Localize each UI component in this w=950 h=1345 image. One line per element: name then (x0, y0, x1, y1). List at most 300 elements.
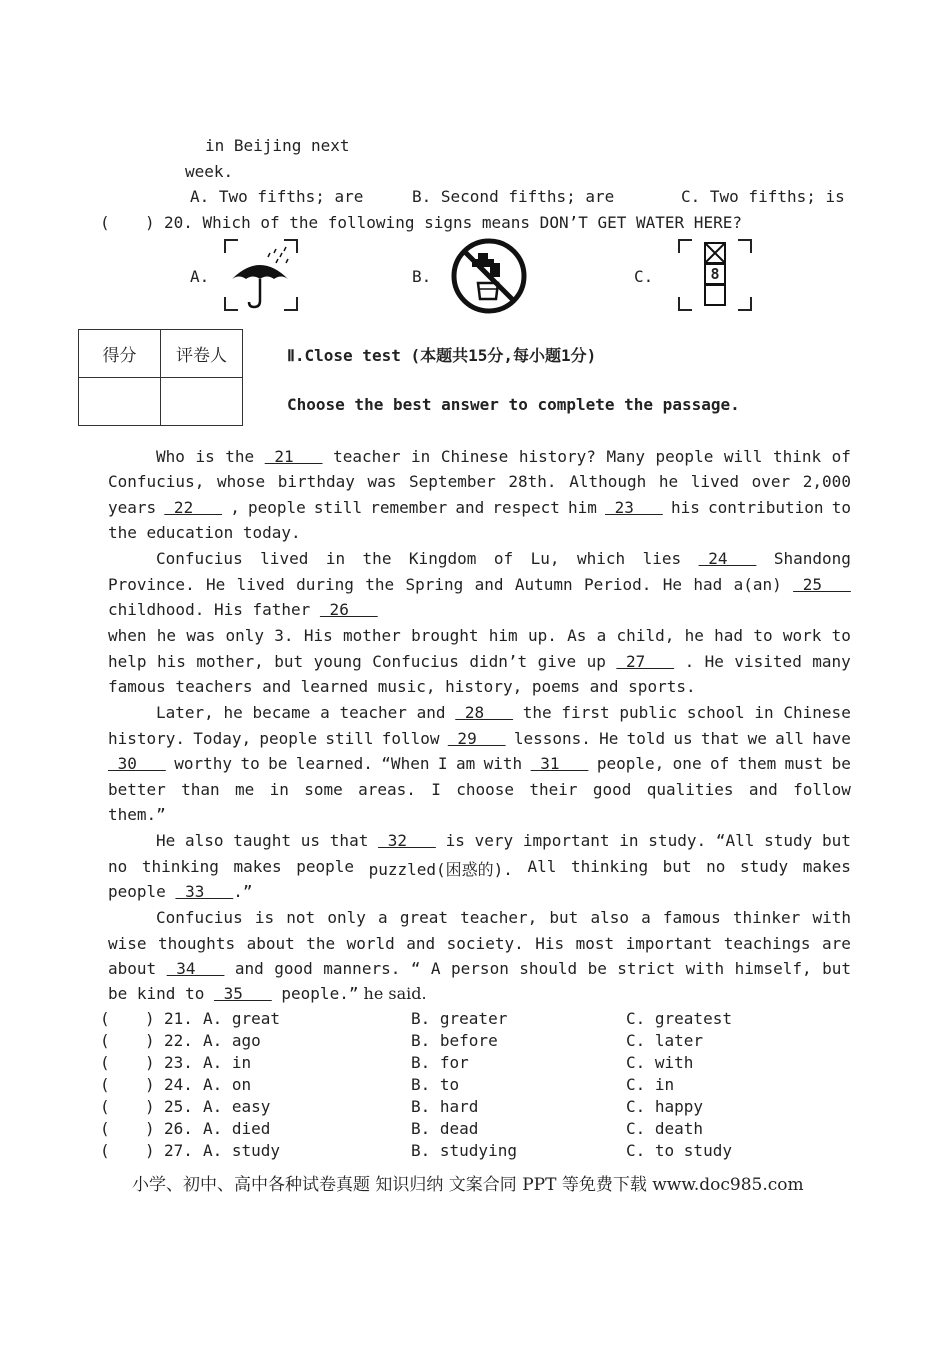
passage-word: Autumn (514, 575, 573, 594)
option-c: C. greatest (626, 1009, 732, 1028)
passage-word: are (821, 934, 851, 953)
option-num: 26. (164, 1119, 193, 1138)
blank-33: 33 (175, 882, 234, 901)
passage-word: with (483, 754, 523, 773)
passage-word: the (225, 447, 255, 466)
passage-word: areas. (358, 780, 416, 799)
passage-text: people (108, 882, 176, 901)
passage-word: thinker (732, 908, 801, 927)
option-c: C. death (626, 1119, 704, 1138)
passage-word: a (641, 908, 651, 927)
passage-word: “All (715, 831, 755, 850)
passage-word: His (535, 934, 565, 953)
passage-word: which (576, 549, 626, 568)
passage-word: told (626, 729, 666, 748)
passage-word: manners. (323, 959, 401, 978)
option-close: ) (145, 1075, 155, 1094)
passage-word: follow (793, 780, 851, 799)
option-close: ) (145, 1031, 155, 1050)
passage-word: teacher, (460, 908, 538, 927)
passage-word: thinking (141, 857, 219, 876)
passage-line (108, 600, 851, 619)
passage-line (108, 882, 851, 901)
option-b: B. greater (411, 1009, 508, 1028)
passage-word: He (599, 729, 619, 748)
passage-word: is (254, 908, 275, 927)
blank-30: 30 (108, 754, 166, 773)
passage-word: some (304, 780, 343, 799)
q19-option-c: C. Two fifths; is (681, 187, 845, 206)
passage-word: famous (662, 908, 721, 927)
passage-word: about (246, 934, 295, 953)
q20-label-c: C. (634, 267, 654, 286)
passage-text: be kind to (108, 984, 214, 1003)
passage-word: a (320, 703, 330, 722)
passage-word: qualities (646, 780, 734, 799)
passage-word: all (775, 729, 805, 748)
option-num: 25. (164, 1097, 193, 1116)
passage-word: 3. (274, 626, 294, 645)
passage-word: them (737, 754, 777, 773)
passage-word: a (378, 908, 388, 927)
passage-word: we (747, 729, 767, 748)
stacking-limit-number: 8 (710, 265, 720, 283)
passage-text: famous teachers and learned music, history, poems and sports. (108, 677, 696, 696)
passage-word: was (186, 626, 216, 645)
passage-text: he said. (358, 984, 427, 1003)
q19-line1: in Beijing next (205, 136, 350, 155)
passage-word: history. (108, 729, 186, 748)
passage-word: the (306, 934, 336, 953)
option-paren: ( (100, 1119, 110, 1138)
passage-word: the (362, 549, 392, 568)
passage-word: to (753, 626, 773, 645)
passage-word: will (723, 447, 763, 466)
passage-word: him (567, 498, 597, 517)
passage-word: mother, (196, 652, 264, 671)
passage-word: Confucius (372, 652, 459, 671)
passage-word: most (575, 934, 615, 953)
passage-word: taught (233, 831, 292, 850)
passage-word: in (754, 703, 774, 722)
passage-word: mother (343, 626, 401, 645)
passage-word: I (431, 780, 441, 799)
passage-word: good (274, 959, 313, 978)
passage-text: people.” (271, 984, 359, 1003)
option-c: C. with (626, 1053, 694, 1072)
passage-word: of (710, 754, 730, 773)
passage-word: makes (233, 857, 282, 876)
passage-word: important (522, 831, 610, 850)
passage-word: society. (446, 934, 524, 953)
passage-word: in (325, 549, 346, 568)
passage-line (108, 959, 851, 978)
option-num: 22. (164, 1031, 193, 1050)
option-a: A. easy (203, 1097, 271, 1116)
passage-line (108, 805, 851, 824)
passage-word: in (269, 780, 289, 799)
option-num: 21. (164, 1009, 193, 1028)
option-paren: ( (100, 1141, 110, 1160)
passage-word: thoughts (158, 934, 236, 953)
passage-word: should (519, 959, 578, 978)
passage-word: history? (518, 447, 596, 466)
passage-word: people, (596, 754, 665, 773)
passage-word: give (537, 652, 577, 671)
passage-word: only (327, 908, 366, 927)
passage-word: Later, (156, 703, 214, 722)
passage-word: think (772, 447, 822, 466)
passage-word: over (751, 472, 791, 491)
passage-word: and (455, 498, 485, 517)
passage-word: puzzled(困惑的). (368, 860, 513, 879)
passage-word: Province. (108, 575, 195, 594)
passage-word: visited (734, 652, 802, 671)
passage-word: Confucius, (108, 472, 205, 491)
passage-word: than (181, 780, 220, 799)
sign-a (224, 239, 298, 311)
blank-22: 22 (164, 498, 223, 517)
passage-word: learned. (295, 754, 373, 773)
passage-word: September (409, 472, 496, 491)
option-a: A. study (203, 1141, 281, 1160)
passage-word: but (662, 857, 692, 876)
passage-word: worthy (174, 754, 233, 773)
passage-text: the education today. (108, 523, 301, 542)
passage-word: me (235, 780, 255, 799)
passage-line (108, 729, 851, 748)
passage-word: up. (527, 626, 557, 645)
passage-word: his (670, 498, 700, 517)
passage-word: was (367, 472, 397, 491)
blank-23: 23 (605, 498, 663, 517)
passage-word: world (346, 934, 395, 953)
passage-word: Spring (405, 575, 464, 594)
grader-header: 评卷人 (161, 330, 243, 378)
passage-word: lessons. (513, 729, 591, 748)
passage-line (108, 984, 851, 1003)
passage-line (108, 857, 851, 880)
passage-word: He (206, 575, 226, 594)
passage-word: “When (381, 754, 430, 773)
passage-word: help (108, 652, 147, 671)
passage-word: him (488, 626, 518, 645)
sign-c (678, 239, 752, 311)
passage-line (108, 575, 851, 594)
blank-35: 35 (213, 984, 272, 1003)
passage-word: school (686, 703, 745, 722)
passage-word: better (108, 780, 166, 799)
passage-word: he (684, 626, 704, 645)
passage-word: contribution (707, 498, 824, 517)
blank-21: 21 (264, 447, 323, 466)
passage-word: and (406, 934, 436, 953)
option-close: ) (145, 1097, 155, 1116)
passage-word: 28th. (508, 472, 557, 491)
no-tap-water-icon (450, 237, 528, 315)
passage-word: a (596, 626, 607, 645)
passage-word: people (259, 729, 318, 748)
passage-word: very (474, 831, 514, 850)
passage-word: Chinese (783, 703, 851, 722)
passage-word: young (313, 652, 362, 671)
passage-word: brought (411, 626, 479, 645)
option-paren: ( (100, 1031, 110, 1050)
passage-text: childhood. His father (108, 600, 320, 619)
passage-word: he (658, 472, 679, 491)
passage-word: us (300, 831, 321, 850)
option-c: C. in (626, 1075, 675, 1094)
passage-word: to (240, 754, 260, 773)
passage-word: people (296, 857, 355, 876)
passage-word: only (225, 626, 265, 645)
passage-word: in (619, 831, 639, 850)
passage-word: he (156, 626, 177, 645)
passage-word: study. (648, 831, 707, 850)
passage-line (156, 908, 851, 927)
q20-paren-close: ) (145, 213, 155, 232)
passage-word: I (437, 754, 448, 773)
option-paren: ( (100, 1075, 110, 1094)
score-header: 得分 (79, 330, 161, 378)
passage-word: with (812, 908, 851, 927)
passage-word: Although (569, 472, 647, 491)
passage-word: and (416, 703, 446, 722)
passage-word: but (822, 831, 851, 850)
option-num: 27. (164, 1141, 193, 1160)
passage-word: us (673, 729, 693, 748)
passage-word: no (108, 857, 128, 876)
passage-line (108, 472, 851, 491)
blank-24: 24 (698, 549, 757, 568)
q20-label-a: A. (190, 267, 210, 286)
passage-word: study (764, 831, 813, 850)
option-b: B. to (411, 1075, 460, 1094)
passage-word: is (195, 447, 215, 466)
passage-line (156, 831, 851, 850)
section-title: Ⅱ.Close test (本题共15分,每小题1分) (287, 346, 597, 365)
option-num: 23. (164, 1053, 193, 1072)
passage-line (108, 626, 851, 645)
blank-27: 27 (616, 652, 675, 671)
passage-word: lived (236, 575, 285, 594)
passage-word: not (286, 908, 316, 927)
passage-line (108, 498, 851, 517)
passage-word: and (748, 780, 778, 799)
passage-line (108, 934, 851, 953)
passage-line (108, 677, 851, 696)
passage-word: teacher (339, 703, 407, 722)
option-a: A. great (203, 1009, 281, 1028)
blank-31: 31 (530, 754, 589, 773)
passage-word: about (108, 959, 157, 978)
passage-word: and (234, 959, 264, 978)
passage-word: must (784, 754, 824, 773)
passage-line (108, 652, 851, 671)
passage-word: am (455, 754, 476, 773)
passage-word: that (329, 831, 369, 850)
passage-word: and (474, 575, 504, 594)
option-close: ) (145, 1119, 155, 1138)
passage-word: great (399, 908, 448, 927)
passage-word: lived (690, 472, 739, 491)
passage-word: also (590, 908, 629, 927)
passage-word: Confucius (156, 549, 243, 568)
passage-word: follow (381, 729, 440, 748)
passage-word: . (684, 652, 695, 671)
passage-word: the (522, 703, 552, 722)
passage-word: remember (370, 498, 448, 517)
score-cell (79, 378, 161, 426)
passage-word: didn’t (469, 652, 528, 671)
q20-label-b: B. (412, 267, 432, 286)
passage-word: he (223, 703, 243, 722)
option-a: A. ago (203, 1031, 261, 1050)
blank-25: 25 (793, 575, 851, 594)
blank-26: 26 (319, 600, 378, 619)
passage-word: in (411, 447, 431, 466)
blank-34: 34 (166, 959, 225, 978)
grader-cell (161, 378, 243, 426)
blank-32: 32 (378, 831, 436, 850)
passage-word: choose (456, 780, 515, 799)
passage-word: teachings (723, 934, 811, 953)
option-b: B. hard (411, 1097, 479, 1116)
q19-option-b: B. Second fifths; are (412, 187, 615, 206)
passage-word: His (303, 626, 333, 645)
passage-word: Who (156, 447, 185, 466)
passage-word: a(an) (733, 575, 782, 594)
passage-word: many (812, 652, 851, 671)
passage-word: thinking (571, 857, 649, 876)
passage-word: had (714, 626, 744, 645)
option-a: A. in (203, 1053, 252, 1072)
passage-word: whose (216, 472, 266, 491)
option-c: C. later (626, 1031, 704, 1050)
passage-word: “ (410, 959, 421, 978)
passage-word: that (700, 729, 740, 748)
passage-word: be (831, 754, 851, 773)
passage-word: good (592, 780, 632, 799)
passage-word: still (325, 729, 374, 748)
passage-word: lies (642, 549, 682, 568)
passage-word: 2,000 (802, 472, 851, 491)
passage-word: of (831, 447, 851, 466)
passage-word: the (365, 575, 395, 594)
passage-word: their (529, 780, 578, 799)
option-num: 24. (164, 1075, 193, 1094)
score-table (78, 329, 243, 426)
passage-line (156, 549, 851, 568)
passage-word: wise (108, 934, 147, 953)
option-close: ) (145, 1141, 155, 1160)
footer: 小学、初中、高中各种试卷真题 知识归纳 文案合同 PPT 等免费下载 www.doc985.com (132, 1175, 804, 1195)
passage-word: All (527, 857, 557, 876)
passage-word: to (831, 498, 851, 517)
option-b: B. studying (411, 1141, 517, 1160)
passage-word: makes (802, 857, 851, 876)
passage-word: Lu, (530, 549, 560, 568)
passage-word: He (704, 652, 724, 671)
passage-word: person (451, 959, 509, 978)
passage-word: study (739, 857, 789, 876)
passage-word: important (625, 934, 713, 953)
passage-word: Shandong (773, 549, 851, 568)
blank-28: 28 (455, 703, 514, 722)
passage-word: became (252, 703, 311, 722)
passage-word: be (268, 754, 288, 773)
passage-word: also (185, 831, 224, 850)
q20-paren-open: ( (100, 213, 110, 232)
option-paren: ( (100, 1009, 110, 1028)
passage-word: his (156, 652, 186, 671)
sign-b (450, 237, 528, 319)
passage-word: He (662, 575, 682, 594)
passage-word: A (430, 959, 441, 978)
passage-word: teacher (333, 447, 401, 466)
passage-word: Today, (193, 729, 252, 748)
passage-word: no (706, 857, 726, 876)
passage-word: people (655, 447, 714, 466)
passage-word: public (619, 703, 678, 722)
passage-word: respect (492, 498, 560, 517)
passage-word: Chinese (440, 447, 509, 466)
passage-word: with (685, 959, 725, 978)
section-instruction: Choose the best answer to complete the passage. (287, 395, 740, 414)
passage-line (108, 523, 851, 542)
passage-word: child, (616, 626, 675, 645)
option-close: ) (145, 1053, 155, 1072)
passage-word: , (230, 498, 240, 517)
passage-word: but (549, 908, 579, 927)
passage-word: of (493, 549, 514, 568)
passage-word: work (782, 626, 822, 645)
option-c: C. happy (626, 1097, 704, 1116)
passage-line (108, 780, 851, 799)
passage-word: people (247, 498, 306, 517)
option-b: B. for (411, 1053, 469, 1072)
passage-word: when (108, 626, 147, 645)
passage-word: but (274, 652, 304, 671)
option-paren: ( (100, 1097, 110, 1116)
passage-word: but (822, 959, 851, 978)
passage-word: have (812, 729, 851, 748)
passage-word: birthday (277, 472, 355, 491)
passage-word: to (831, 626, 851, 645)
q19-line2: week. (185, 162, 234, 181)
passage-word: up (586, 652, 606, 671)
blank-29: 29 (447, 729, 506, 748)
option-close: ) (145, 1009, 155, 1028)
passage-line (156, 703, 851, 722)
option-c: C. to study (626, 1141, 732, 1160)
passage-line (156, 447, 851, 466)
passage-word: one (672, 754, 702, 773)
passage-word: be (587, 959, 607, 978)
passage-word: had (693, 575, 723, 594)
passage-word: first (561, 703, 610, 722)
passage-word: As (567, 626, 587, 645)
passage-text: them.” (108, 805, 166, 824)
passage-word: He (156, 831, 176, 850)
q19-option-a: A. Two fifths; are (190, 187, 364, 206)
passage-word: is (445, 831, 465, 850)
passage-word: himself, (734, 959, 812, 978)
passage-text: .” (233, 882, 253, 901)
passage-line (108, 754, 851, 773)
passage-word: Period. (583, 575, 652, 594)
option-a: A. on (203, 1075, 252, 1094)
